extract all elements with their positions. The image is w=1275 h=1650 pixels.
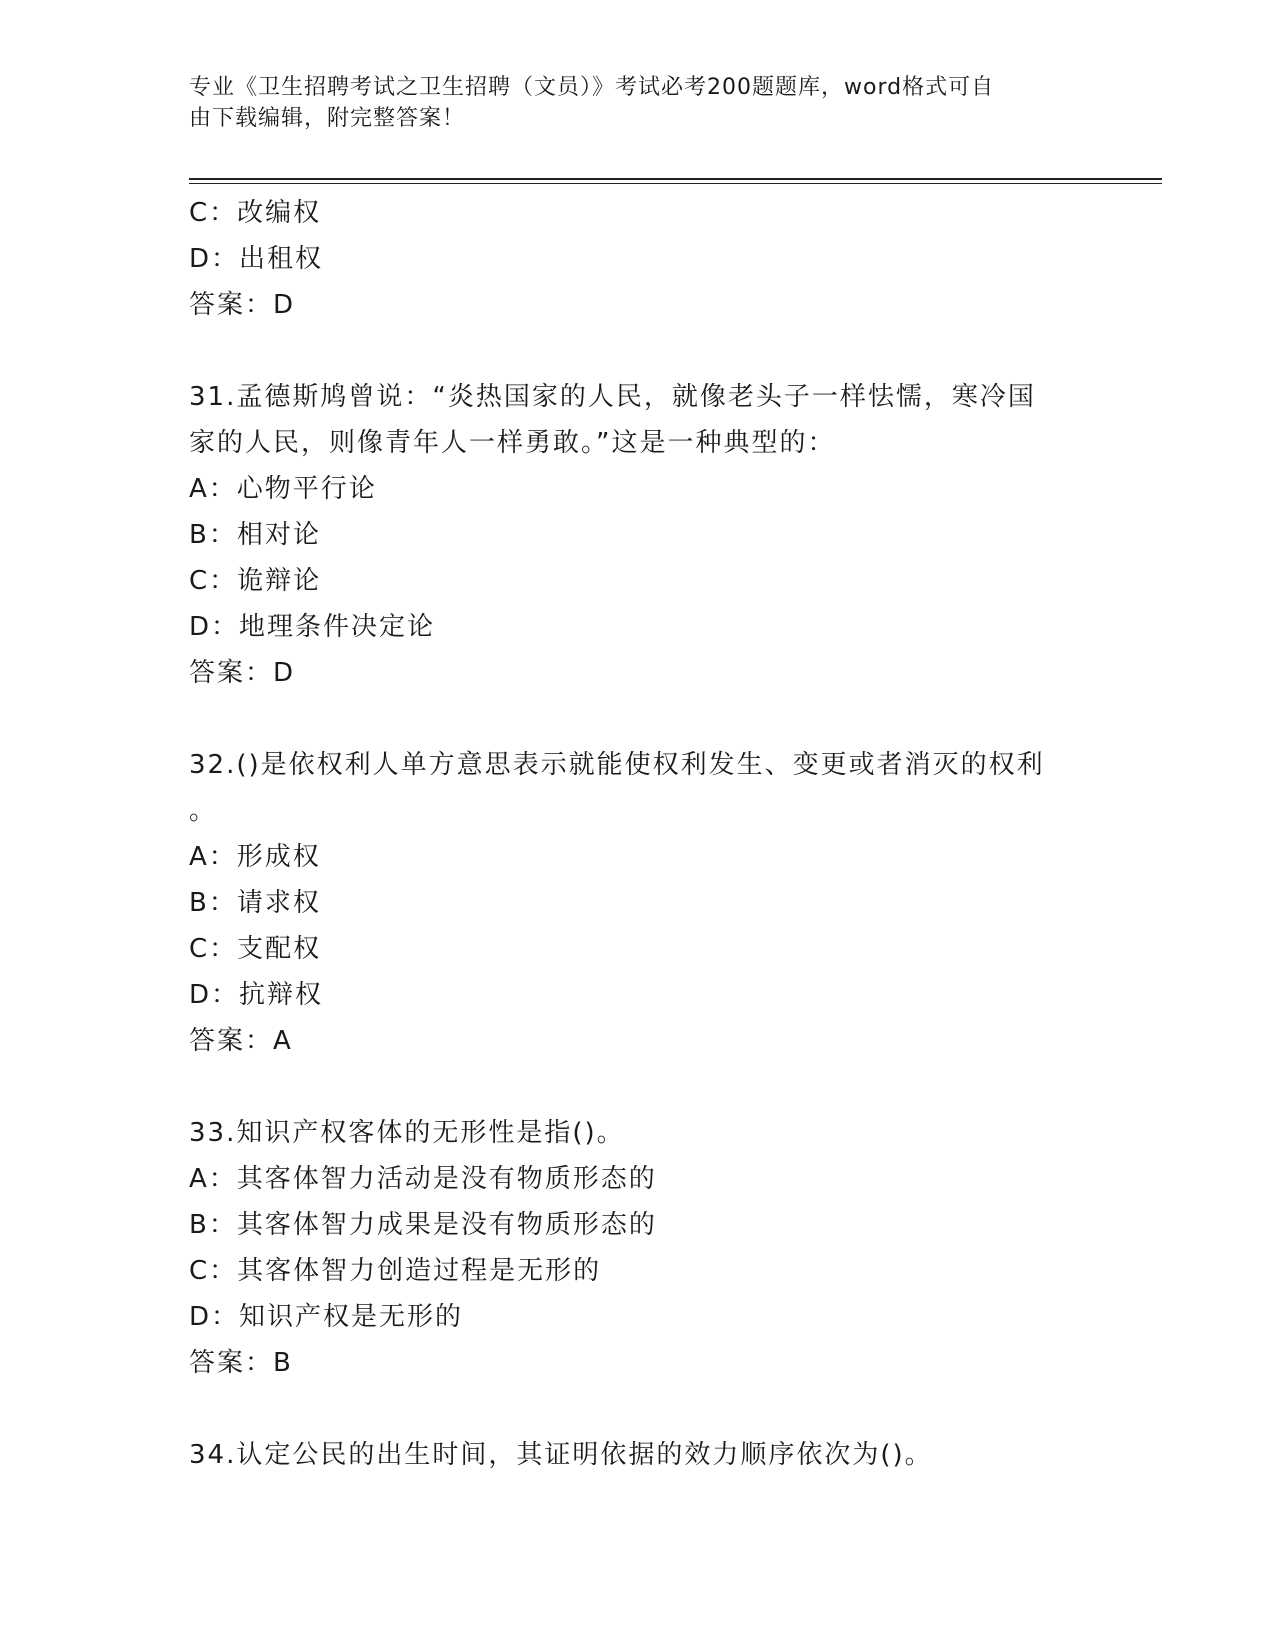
option-d: D：地理条件决定论 <box>189 612 436 642</box>
question-text-line-1: 33.知识产权客体的无形性是指()。 <box>189 1118 625 1148</box>
option-b: B：其客体智力成果是没有物质形态的 <box>189 1210 657 1240</box>
spacer <box>189 1064 1089 1110</box>
header-rule-thick <box>189 178 1162 180</box>
option-d: D：知识产权是无形的 <box>189 1302 464 1332</box>
spacer <box>189 696 1089 742</box>
question-text-line-2: 家的人民，则像青年人一样勇敢。”这是一种典型的： <box>189 428 836 458</box>
header-line-1: 专业《卫生招聘考试之卫生招聘（文员）》考试必考200题题库，word格式可自 <box>189 75 995 100</box>
option-a: A：形成权 <box>189 842 321 872</box>
answer-line: 答案：D <box>189 290 296 320</box>
header-rule-thin <box>189 183 1162 184</box>
option-c: C：其客体智力创造过程是无形的 <box>189 1256 602 1286</box>
answer-line: 答案：D <box>189 658 296 688</box>
option-c: C：改编权 <box>189 198 322 228</box>
option-c: C：支配权 <box>189 934 322 964</box>
option-b: B：相对论 <box>189 520 321 550</box>
question-34 <box>189 1432 1089 1478</box>
question-31 <box>189 374 1089 696</box>
question-30-tail <box>189 190 1089 328</box>
option-a: A：其客体智力活动是没有物质形态的 <box>189 1164 657 1194</box>
question-text-line-1: 34.认定公民的出生时间，其证明依据的效力顺序依次为()。 <box>189 1440 933 1470</box>
spacer <box>189 328 1089 374</box>
question-33 <box>189 1110 1089 1386</box>
question-text-line-2: 。 <box>189 796 218 826</box>
answer-line: 答案：A <box>189 1026 293 1056</box>
option-d: D：抗辩权 <box>189 980 324 1010</box>
option-d: D：出租权 <box>189 244 324 274</box>
document-header <box>189 72 1069 134</box>
question-text-line-1: 31.孟德斯鸠曾说：“炎热国家的人民，就像老头子一样怯懦，寒冷国 <box>189 382 1036 412</box>
question-list <box>189 190 1089 1478</box>
spacer <box>189 1386 1089 1432</box>
question-text-line-1: 32.()是依权利人单方意思表示就能使权利发生、变更或者消灭的权利 <box>189 750 1045 780</box>
option-a: A：心物平行论 <box>189 474 377 504</box>
option-c: C：诡辩论 <box>189 566 322 596</box>
answer-line: 答案：B <box>189 1348 293 1378</box>
header-line-2: 由下载编辑，附完整答案！ <box>189 106 466 131</box>
option-b: B：请求权 <box>189 888 321 918</box>
question-32 <box>189 742 1089 1064</box>
